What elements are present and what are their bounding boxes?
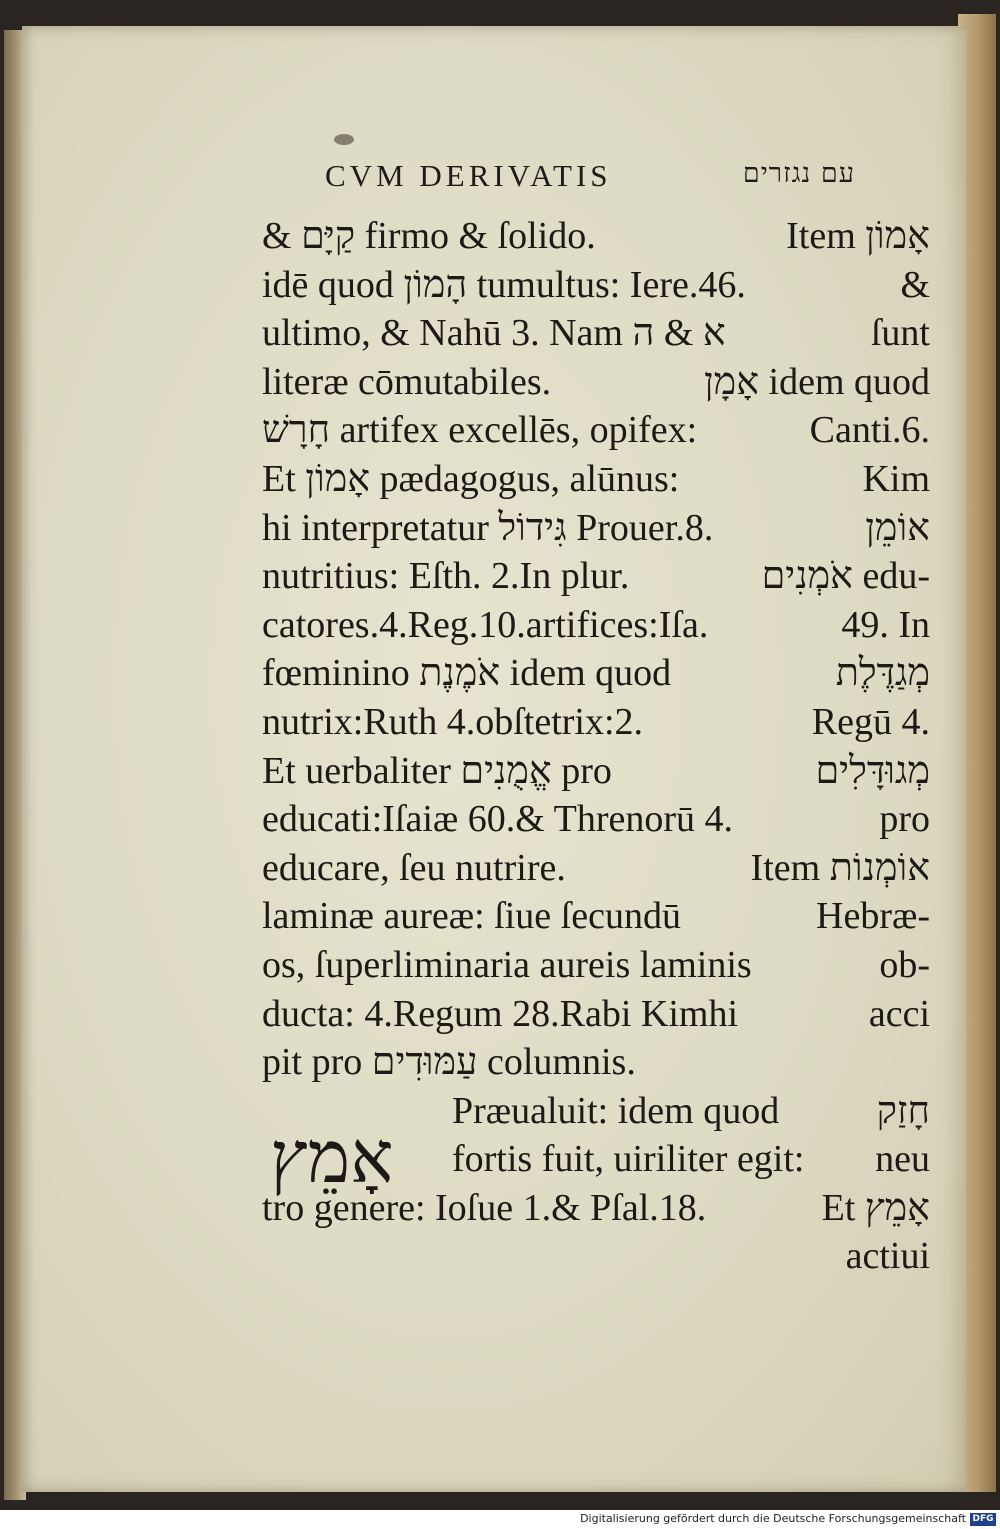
text-line-start: educare, ſeu nutrire. [262, 846, 566, 889]
text-line-end: acci [868, 992, 930, 1035]
text-line-start: ultimo, & Nahū 3. Nam א & ה [262, 312, 726, 355]
text-line-end: Canti.6. [809, 409, 930, 452]
text-line-start: fœminino אֹמֶנֶת idem quod [262, 652, 672, 695]
text-line-start: pit pro עַמּוּדִים columnis. [262, 1041, 636, 1084]
text-line-start: nutrix:Ruth 4.obſtetrix:2. [262, 700, 644, 743]
text-line [262, 212, 930, 261]
running-head [325, 158, 855, 194]
dfg-logo: DFG [970, 1513, 996, 1526]
text-line [262, 844, 930, 893]
text-line-end: 49. In [841, 603, 930, 646]
ink-smudge [334, 134, 354, 145]
text-line-end: ſunt [870, 312, 930, 355]
text-line-end: neu [875, 1138, 930, 1181]
text-line-end: Regū 4. [811, 700, 930, 743]
text-line-start: tro genere: Ioſue 1.& Pſal.18. [262, 1186, 707, 1229]
text-line [262, 990, 930, 1039]
text-line-start: hi interpretatur גִּידוֹל Prouer.8. [262, 506, 714, 549]
digitization-footer [0, 1510, 1000, 1529]
text-line-start: חָרָשׁ artifex excellēs, opifex: [262, 409, 698, 452]
text-line [262, 892, 930, 941]
text-line-end: אָמָן idem quod [704, 360, 930, 403]
running-head-latin: CVM DERIVATIS [325, 158, 612, 193]
text-line-end: ob- [879, 943, 930, 986]
text-line-end: pro [879, 798, 930, 841]
text-line-end: מְגוּדָּלִים [815, 749, 930, 792]
text-line [262, 309, 930, 358]
text-line-start: literæ cōmutabiles. [262, 360, 552, 403]
text-line [262, 455, 930, 504]
text-line-start: ducta: 4.Regum 28.Rabi Kimhi [262, 992, 739, 1035]
text-line [262, 406, 930, 455]
text-line-end: חָזַק [876, 1089, 930, 1132]
text-line-start: & קַיָּם firmo & ſolido. [262, 215, 596, 257]
text-line [262, 552, 930, 601]
text-line [262, 601, 930, 650]
text-line [262, 795, 930, 844]
text-line-end: & [900, 263, 930, 306]
text-line [262, 747, 930, 796]
text-line-start: educati:Iſaiæ 60.& Threnorū 4. [262, 798, 734, 841]
text-line-start: catores.4.Reg.10.artifices:Iſa. [262, 603, 709, 646]
text-line-end: מְגַדֶּלֶת [835, 652, 930, 695]
footer-credit: Digitalisierung gefördert durch die Deutsche Forschungsgemeinschaft [580, 1512, 966, 1525]
text-line-start: laminæ aureæ: ſiue ſecundū [262, 895, 681, 938]
text-line [262, 261, 930, 310]
text-line-end: Item אָמוֹן [786, 215, 930, 257]
running-head-hebrew: עם נגזרים [742, 158, 855, 189]
text-line-start: Et uerbaliter אֱמֻנִים pro [262, 749, 612, 792]
text-line-end: Kim [862, 457, 930, 500]
text-line-start: fortis fuit, uiriliter egit: [452, 1138, 805, 1181]
text-line-end: Et אָמֵץ [821, 1186, 930, 1229]
text-line [262, 941, 930, 990]
text-line-end: Item אוֹמְנוֹת [750, 846, 930, 889]
text-line [262, 504, 930, 553]
text-line-start: Et אָמוֹן pædagogus, alūnus: [262, 457, 680, 500]
text-line [262, 649, 930, 698]
text-line-start: idē quod הָמוֹן tumultus: Iere.46. [262, 263, 746, 306]
text-line-start: Præualuit: idem quod [452, 1089, 780, 1132]
text-line [262, 358, 930, 407]
hebrew-initial-word: אָמֵץ [270, 1115, 394, 1199]
text-line-start: os, ſuperliminaria aureis laminis [262, 943, 752, 986]
text-line [262, 1232, 930, 1281]
text-line-end: אֹמְנִים edu- [761, 555, 930, 598]
text-line-start: nutritius: Eſth. 2.In plur. [262, 555, 630, 598]
text-line-end: אוֹמֵן [865, 506, 930, 549]
text-line-end: Hebræ- [816, 895, 930, 938]
text-line-end: actiui [845, 1235, 930, 1278]
text-line [262, 698, 930, 747]
text-line [262, 1038, 930, 1087]
